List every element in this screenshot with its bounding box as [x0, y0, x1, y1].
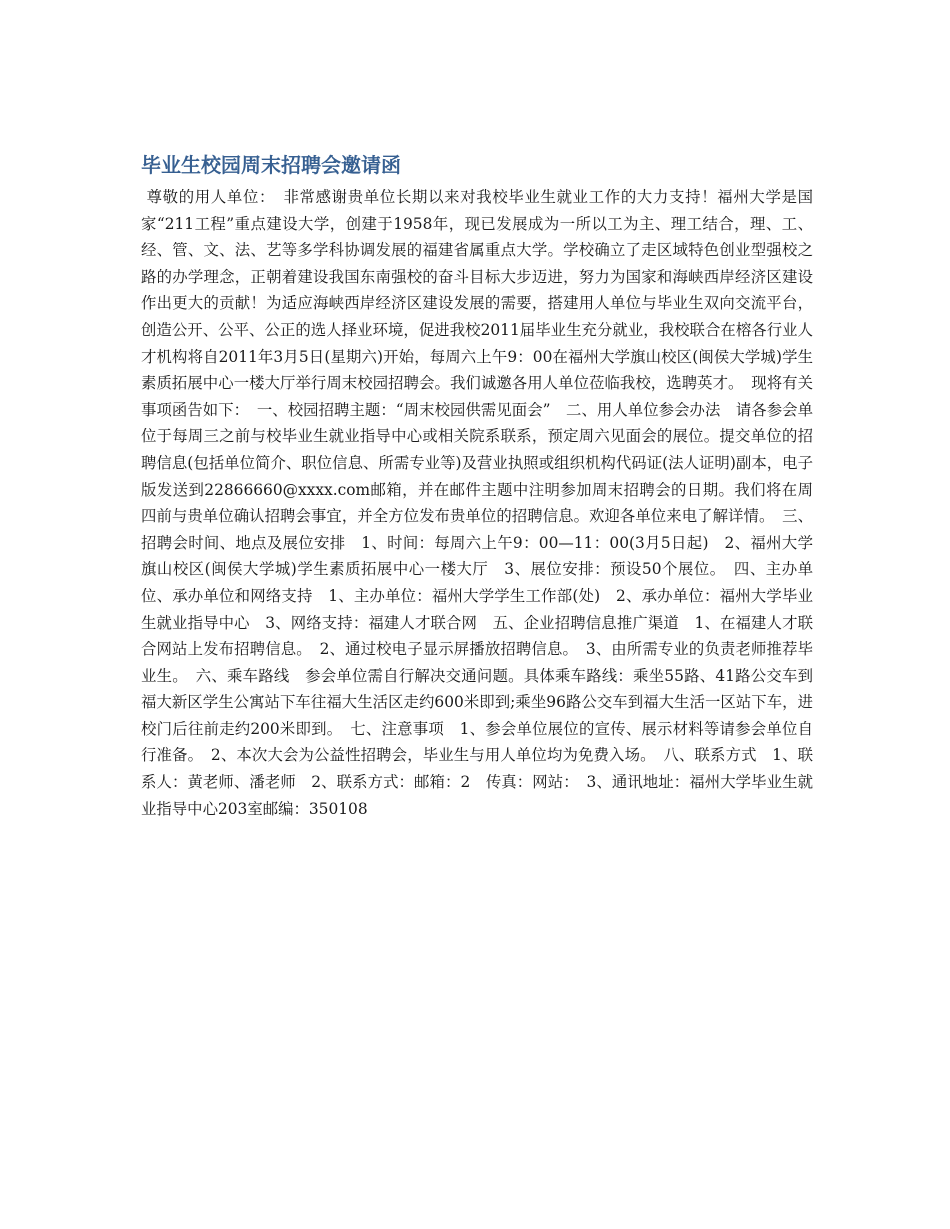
document-body-text: 尊敬的用人单位： 非常感谢贵单位长期以来对我校毕业生就业工作的大力支持！福州大学是国家“211工程”重点建设大学，创建于1958年，现已发展成为一所以工为主、理工结合，理、工、经、管、文、法、艺等多学科协调发展的福建省属重点大学。学校确立了走区域特色创业型强校之路的办学理念，正朝着建设我国东南强校的奋斗目标大步迈进，努力为国家和海峡西岸经济区建设作出更大的贡献！为适应海峡西岸经济区建设发展的需要，搭建用人单位与毕业生双向交流平台，创造公开、公平、公正的选人择业环境，促进我校2011届毕业生充分就业，我校联合在榕各行业人才机构将自2011年3月5日(星期六)开始，每周六上午9：00在福州大学旗山校区(闽侯大学城)学生素质拓展中心一楼大厅举行周末校园招聘会。我们诚邀各用人单位莅临我校，选聘英才。 现将有关事项函告如下： 一、校园招聘主题：“周末校园供需见面会” 二、用人单位参会办法 请各参会单位于每周三之前与校毕业生就业指导中心或相关院系联系，预定周六见面会的展位。提交单位的招聘信息(包括单位简介、职位信息、所需专业等)及营业执照或组织机构代码证(法人证明)副本，电子版发送到22866660@xxxx.com邮箱，并在邮件主题中注明参加周末招聘会的日期。我们将在周四前与贵单位确认招聘会事宜，并全方位发布贵单位的招聘信息。欢迎各单位来电了解详情。 三、招聘会时间、地点及展位安排 1、时间：每周六上午9：00—11：00(3月5日起) 2、福州大学旗山校区(闽侯大学城)学生素质拓展中心一楼大厅 3、展位安排：预设50个展位。 四、主办单位、承办单位和网络支持 1、主办单位：福州大学学生工作部(处) 2、承办单位：福州大学毕业生就业指导中心 3、网络支持：福建人才联合网 五、企业招聘信息推广渠道 1、在福建人才联合网站上发布招聘信息。 2、通过校电子显示屏播放招聘信息。 3、由所需专业的负责老师推荐毕业生。 六、乘车路线 参会单位需自行解决交通问题。具体乘车路线：乘坐55路、41路公交车到福大新区学生公寓站下车往福大生活区走约600米即到;乘坐96路公交车到福大生活一区站下车，进校门后往前走约200米即到。 七、注意事项 1、参会单位展位的宣传、展示材料等请参会单位自行准备。 2、本次大会为公益性招聘会，毕业生与用人单位均为免费入场。 八、联系方式 1、联系人：黄老师、潘老师 2、联系方式：邮箱：2 传真：网站： 3、通讯地址：福州大学毕业生就业指导中心203室邮编：350108 [141, 188, 813, 818]
document-page [141, 150, 813, 822]
document-title: 毕业生校园周末招聘会邀请函 [141, 153, 401, 177]
